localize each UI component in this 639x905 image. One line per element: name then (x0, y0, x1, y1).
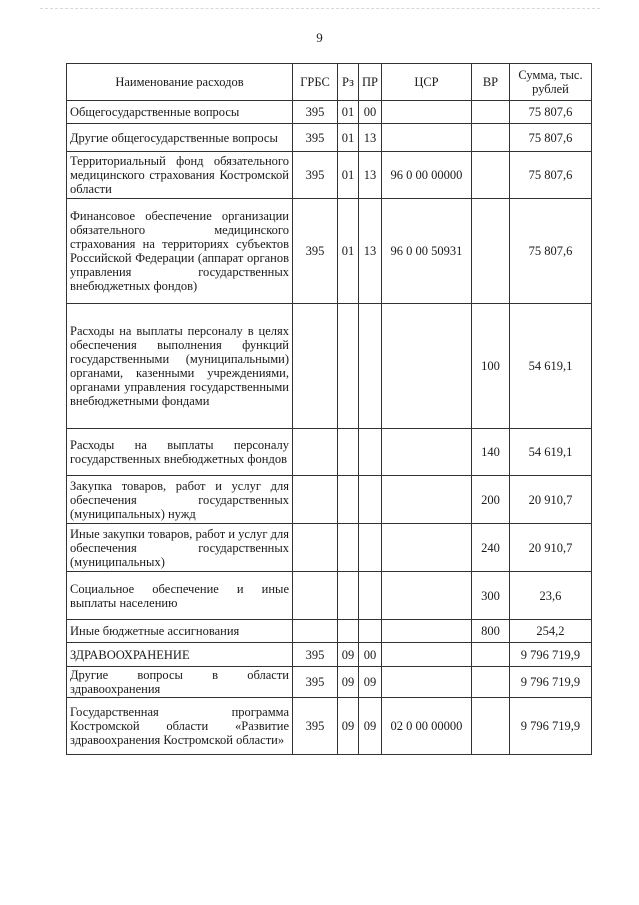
row-sum: 9 796 719,9 (509, 643, 591, 667)
row-name: Территориальный фонд обязательного медицинского страхования Костромской области (67, 152, 293, 199)
row-rz: 01 (338, 199, 359, 304)
table-row (67, 476, 592, 524)
row-pr (359, 476, 382, 524)
row-pr: 13 (359, 152, 382, 199)
row-csr (381, 667, 471, 698)
row-name: Другие вопросы в области здравоохранения (67, 667, 293, 698)
row-grbs: 395 (293, 643, 338, 667)
row-csr: 96 0 00 00000 (381, 152, 471, 199)
header-grbs: ГРБС (293, 64, 338, 101)
row-sum: 23,6 (509, 572, 591, 620)
header-csr: ЦСР (381, 64, 471, 101)
row-rz (338, 429, 359, 476)
table-row (67, 524, 592, 572)
row-name: Иные закупки товаров, работ и услуг для обеспечения государственных (муниципальных) (67, 524, 293, 572)
row-pr: 09 (359, 698, 382, 755)
row-vr: 300 (471, 572, 509, 620)
row-csr: 02 0 00 00000 (381, 698, 471, 755)
table-row (67, 199, 592, 304)
table-row (67, 698, 592, 755)
row-csr (381, 304, 471, 429)
row-grbs (293, 429, 338, 476)
table-row (67, 572, 592, 620)
row-sum: 20 910,7 (509, 476, 591, 524)
row-name: Закупка товаров, работ и услуг для обеспечения государственных (муниципальных) нужд (67, 476, 293, 524)
row-pr (359, 429, 382, 476)
row-name: Расходы на выплаты персоналу в целях обеспечения выполнения функций государственными (муниципальными) органами, казенными учреждениями, органами управления государственными внебюджетными фондами (67, 304, 293, 429)
row-grbs: 395 (293, 124, 338, 152)
row-rz: 09 (338, 667, 359, 698)
row-name: Расходы на выплаты персоналу государственных внебюджетных фондов (67, 429, 293, 476)
row-pr (359, 620, 382, 643)
row-sum: 75 807,6 (509, 124, 591, 152)
row-name: Общегосударственные вопросы (67, 101, 293, 124)
row-rz: 09 (338, 643, 359, 667)
row-vr: 240 (471, 524, 509, 572)
row-sum: 9 796 719,9 (509, 698, 591, 755)
row-sum: 254,2 (509, 620, 591, 643)
row-csr (381, 643, 471, 667)
row-pr: 00 (359, 643, 382, 667)
row-rz: 01 (338, 101, 359, 124)
scan-artifact-line (40, 8, 600, 9)
row-sum: 54 619,1 (509, 429, 591, 476)
row-vr (471, 124, 509, 152)
row-rz (338, 304, 359, 429)
row-grbs (293, 524, 338, 572)
row-name: Государственная программа Костромской области «Развитие здравоохранения Костромской области» (67, 698, 293, 755)
row-csr (381, 620, 471, 643)
row-grbs (293, 476, 338, 524)
table-row (67, 643, 592, 667)
row-pr (359, 304, 382, 429)
header-name: Наименование расходов (67, 64, 293, 101)
row-vr: 200 (471, 476, 509, 524)
table-row (67, 152, 592, 199)
header-vr: ВР (471, 64, 509, 101)
header-pr: ПР (359, 64, 382, 101)
row-pr: 13 (359, 124, 382, 152)
row-rz (338, 476, 359, 524)
row-csr (381, 101, 471, 124)
row-csr (381, 524, 471, 572)
row-vr (471, 667, 509, 698)
row-name: Финансовое обеспечение организации обязательного медицинского страхования на территориях субъектов Российской Федерации (аппарат органов управления государственных внебюджетных фондов) (67, 199, 293, 304)
table-row (67, 667, 592, 698)
row-rz (338, 524, 359, 572)
header-rz: Рз (338, 64, 359, 101)
row-csr (381, 572, 471, 620)
page-number: 9 (316, 30, 323, 45)
row-grbs: 395 (293, 152, 338, 199)
row-csr (381, 124, 471, 152)
row-name: Другие общегосударственные вопросы (67, 124, 293, 152)
table-row (67, 124, 592, 152)
row-vr (471, 698, 509, 755)
table-row (67, 101, 592, 124)
row-sum: 20 910,7 (509, 524, 591, 572)
header-sum: Сумма, тыс. рублей (509, 64, 591, 101)
row-rz: 09 (338, 698, 359, 755)
row-vr: 800 (471, 620, 509, 643)
row-vr (471, 101, 509, 124)
table-header-row (67, 64, 592, 101)
row-grbs (293, 572, 338, 620)
row-rz (338, 572, 359, 620)
row-csr (381, 429, 471, 476)
row-sum: 75 807,6 (509, 101, 591, 124)
row-rz (338, 620, 359, 643)
row-pr (359, 572, 382, 620)
budget-table (66, 63, 592, 755)
row-grbs: 395 (293, 698, 338, 755)
row-vr: 100 (471, 304, 509, 429)
table-row (67, 620, 592, 643)
row-vr: 140 (471, 429, 509, 476)
row-rz: 01 (338, 152, 359, 199)
row-pr: 09 (359, 667, 382, 698)
row-vr (471, 199, 509, 304)
row-grbs (293, 620, 338, 643)
row-sum: 54 619,1 (509, 304, 591, 429)
row-rz: 01 (338, 124, 359, 152)
row-sum: 9 796 719,9 (509, 667, 591, 698)
row-csr: 96 0 00 50931 (381, 199, 471, 304)
row-pr (359, 524, 382, 572)
table-row (67, 429, 592, 476)
row-grbs: 395 (293, 667, 338, 698)
row-grbs (293, 304, 338, 429)
row-sum: 75 807,6 (509, 199, 591, 304)
row-name: ЗДРАВООХРАНЕНИЕ (67, 643, 293, 667)
table-row (67, 304, 592, 429)
row-pr: 00 (359, 101, 382, 124)
row-grbs: 395 (293, 101, 338, 124)
row-vr (471, 643, 509, 667)
row-name: Социальное обеспечение и иные выплаты населению (67, 572, 293, 620)
row-csr (381, 476, 471, 524)
row-pr: 13 (359, 199, 382, 304)
row-grbs: 395 (293, 199, 338, 304)
row-name: Иные бюджетные ассигнования (67, 620, 293, 643)
row-sum: 75 807,6 (509, 152, 591, 199)
row-vr (471, 152, 509, 199)
